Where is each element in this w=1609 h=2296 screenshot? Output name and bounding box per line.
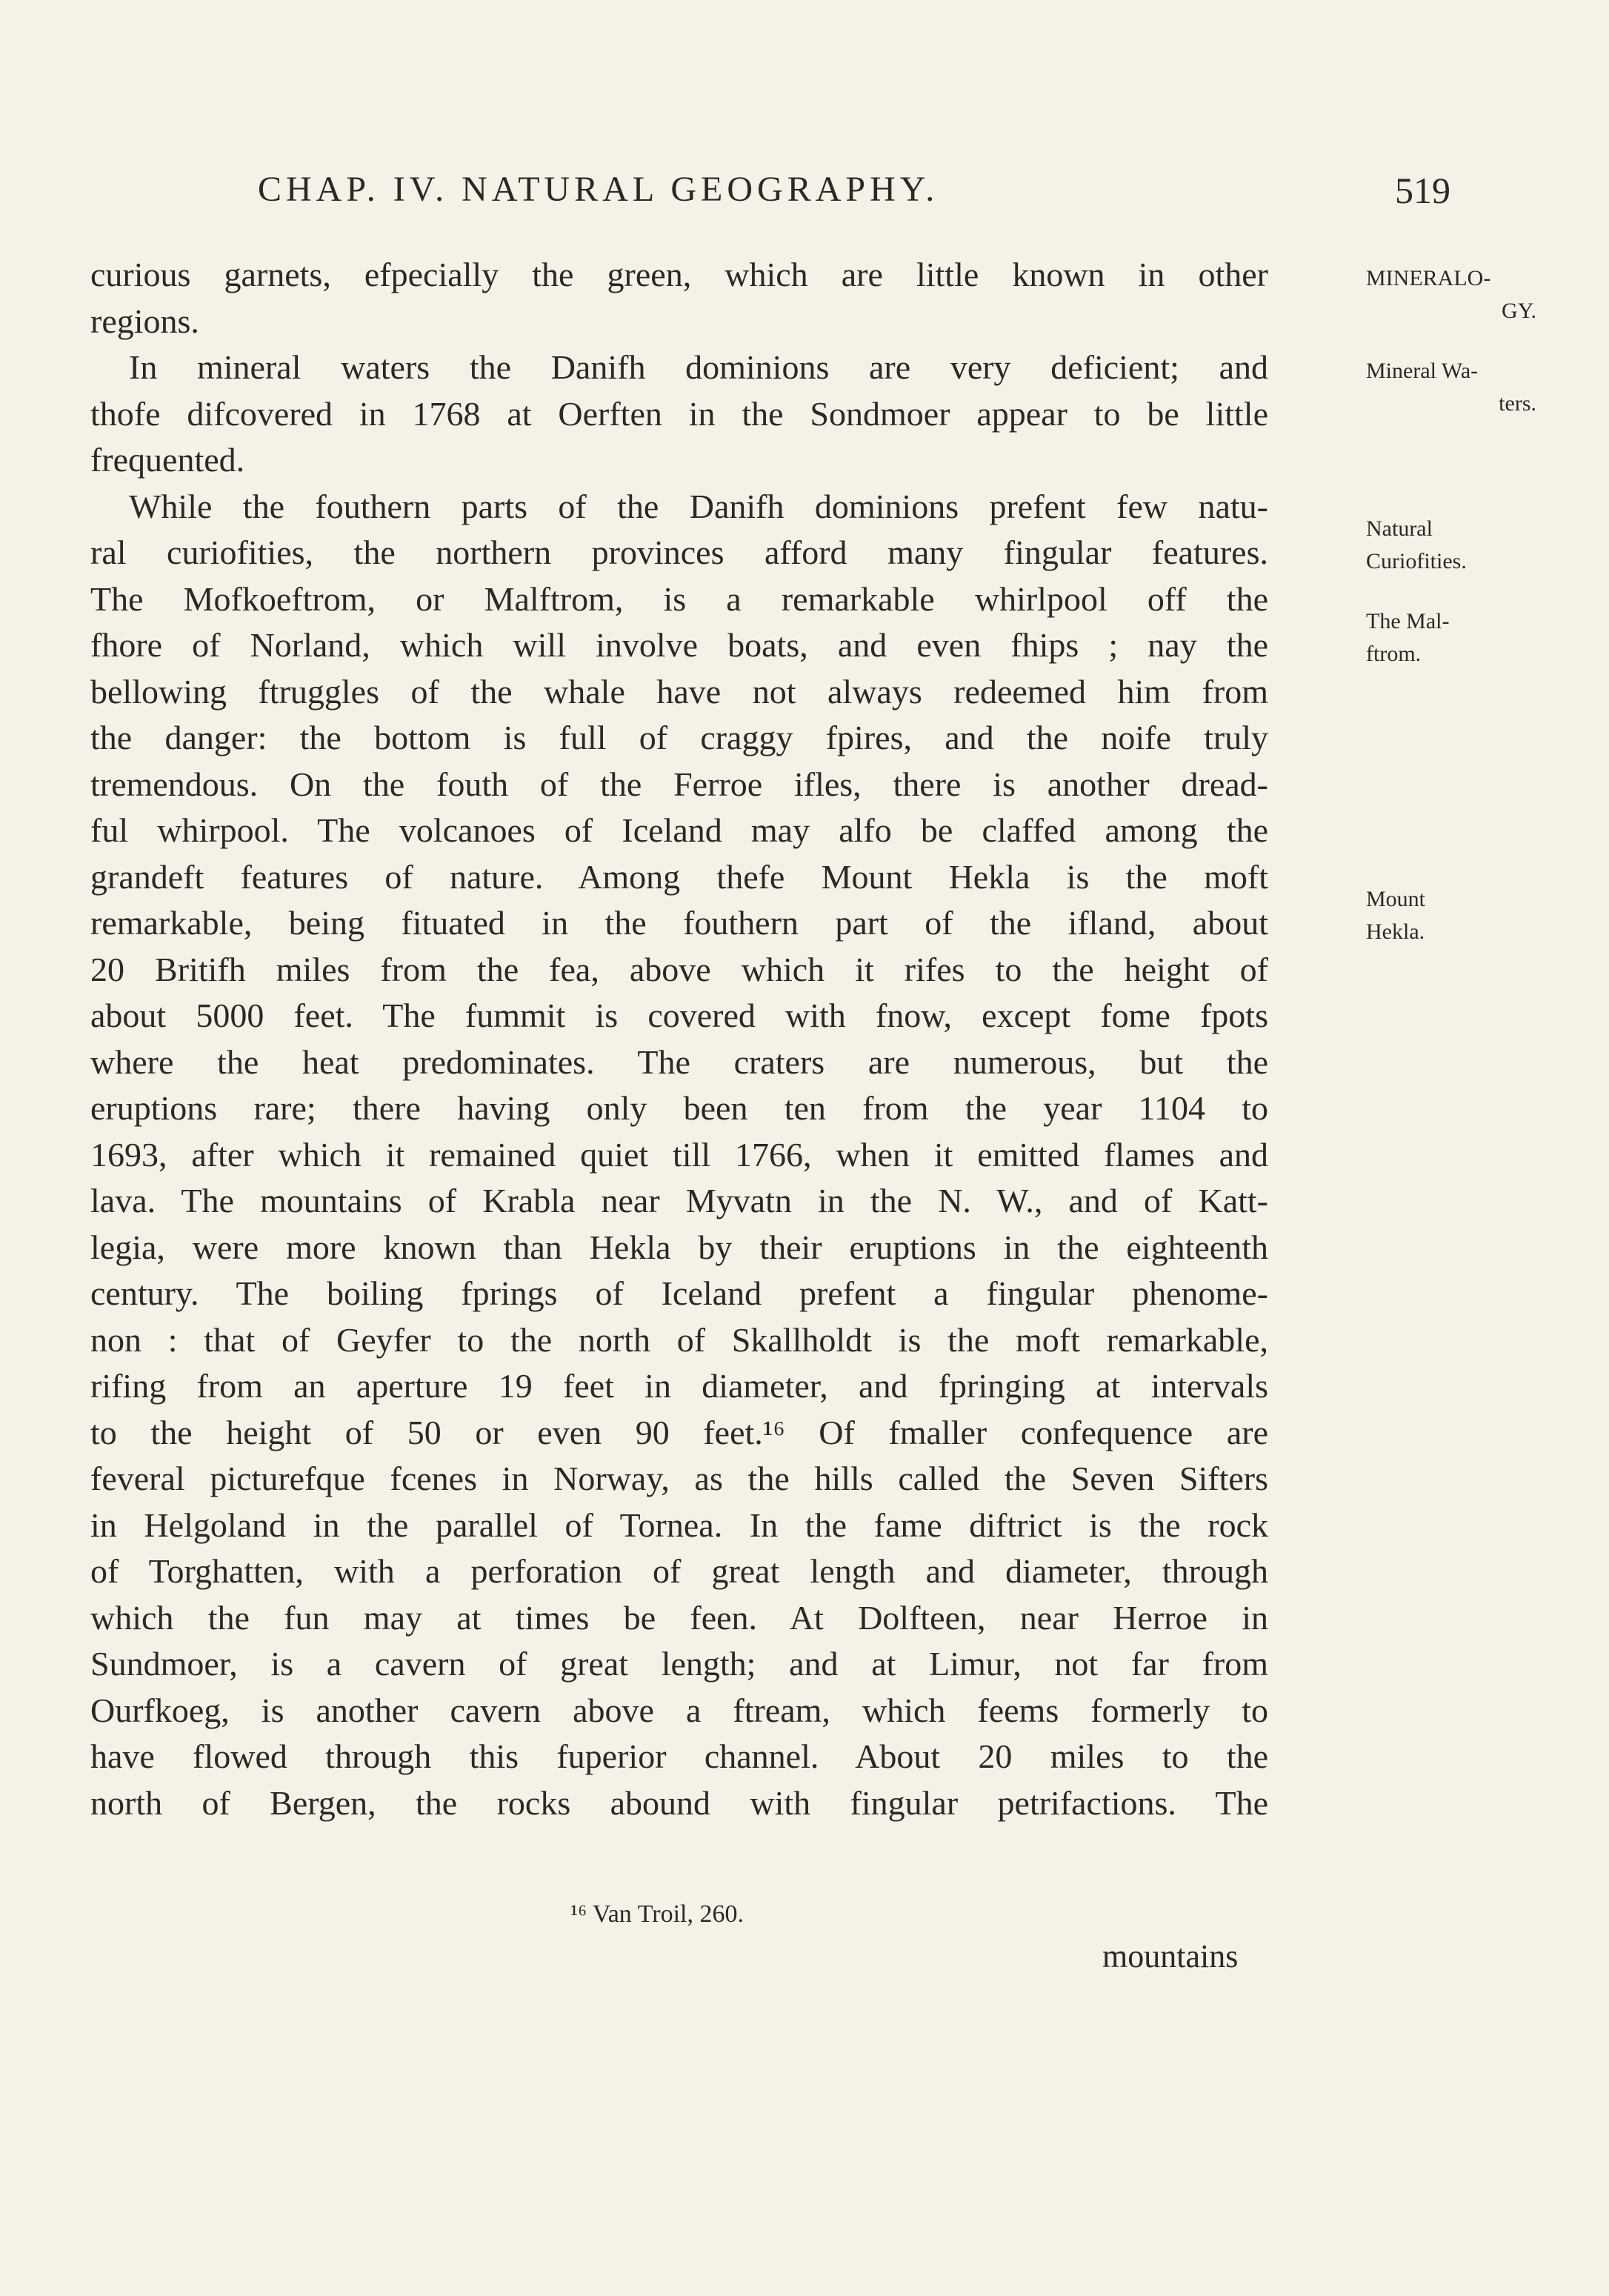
- text-line: frequented.: [90, 441, 245, 479]
- margin-note-line: ftrom.: [1366, 642, 1422, 666]
- body-text: [90, 252, 1536, 1826]
- catchword: mountains: [1102, 1938, 1239, 1974]
- text-line: 1693, after which it remained quiet till 1766, when it emitted flames and: [90, 1135, 1268, 1174]
- text-line: bellowing ftruggles of the whale have not always redeemed him from: [90, 672, 1268, 711]
- text-line: ral curiofities, the northern provinces afford many fingular features.: [90, 533, 1268, 571]
- text-line: While the fouthern parts of the Danifh dominions prefent few natu-: [129, 487, 1268, 525]
- margin-note-line: Mineral Wa-: [1366, 359, 1479, 383]
- text-line: which the fun may at times be feen. At Dolfteen, near Herroe in: [90, 1598, 1268, 1637]
- margin-note-line: GY.: [1502, 299, 1536, 323]
- margin-note-line: Curiofities.: [1366, 549, 1467, 573]
- margin-note-line: Natural: [1366, 516, 1433, 541]
- text-line: tremendous. On the fouth of the Ferroe ifles, there is another dread-: [90, 765, 1268, 803]
- margin-note-line: The Mal-: [1366, 609, 1450, 633]
- text-line: in Helgoland in the parallel of Tornea. In the fame diftrict is the rock: [90, 1505, 1268, 1544]
- margin-note-line: MINERALO-: [1366, 266, 1491, 290]
- text-line: to the height of 50 or even 90 feet.¹⁶ Of fmaller confequence are: [90, 1413, 1268, 1451]
- text-line: thofe difcovered in 1768 at Oerften in the Sondmoer appear to be little: [90, 394, 1268, 433]
- text-line: grandeft features of nature. Among thefe Mount Hekla is the moft: [90, 857, 1268, 896]
- footnote: ¹⁶ Van Troil, 260.: [570, 1900, 744, 1928]
- text-line: Ourfkoeg, is another cavern above a ftream, which feems formerly to: [90, 1691, 1268, 1729]
- text-line: regions.: [90, 302, 199, 340]
- margin-note-line: Mount: [1366, 887, 1426, 911]
- text-line: of Torghatten, with a perforation of great length and diameter, through: [90, 1552, 1268, 1590]
- page-header: [258, 169, 1450, 221]
- margin-note-natural-curiosities: [1366, 513, 1536, 578]
- text-line: ful whirpool. The volcanoes of Iceland may alfo be claffed among the: [90, 811, 1268, 849]
- text-line: curious garnets, efpecially the green, which are little known in other: [90, 256, 1268, 293]
- text-line: eruptions rare; there having only been ten from the year 1104 to: [90, 1089, 1268, 1127]
- text-line: In mineral waters the Danifh dominions are very deficient; and: [129, 348, 1268, 386]
- text-line: where the heat predominates. The craters are numerous, but the: [90, 1042, 1268, 1081]
- text-line: fhore of Norland, which will involve boats, and even fhips ; nay the: [90, 626, 1268, 664]
- margin-note-malstrom: [1366, 605, 1536, 671]
- text-line: about 5000 feet. The fummit is covered with fnow, except fome fpots: [90, 996, 1268, 1034]
- text-line: feveral picturefque fcenes in Norway, as the hills called the Seven Sifters: [90, 1460, 1268, 1497]
- running-title: CHAP. IV. NATURAL GEOGRAPHY.: [258, 170, 939, 209]
- text-line: the danger: the bottom is full of craggy fpires, and the noife truly: [90, 719, 1268, 756]
- text-line: 20 Britifh miles from the fea, above which it rifes to the height of: [90, 950, 1268, 988]
- text-line: non : that of Geyfer to the north of Skallholdt is the moft remarkable,: [90, 1320, 1268, 1359]
- margin-note-line: ters.: [1499, 391, 1536, 416]
- text-line: Sundmoer, is a cavern of great length; and at Limur, not far from: [90, 1645, 1268, 1683]
- margin-note-mount-hekla: [1366, 883, 1536, 948]
- text-line: rifing from an aperture 19 feet in diameter, and fpringing at intervals: [90, 1367, 1268, 1405]
- margin-note-line: Hekla.: [1366, 919, 1425, 944]
- text-line: The Mofkoeftrom, or Malftrom, is a remarkable whirlpool off the: [90, 579, 1268, 618]
- margin-note-mineralogy: [1366, 262, 1536, 327]
- text-line: century. The boiling fprings of Iceland prefent a fingular phenome-: [90, 1274, 1268, 1312]
- text-line: have flowed through this fuperior channel. About 20 miles to the: [90, 1737, 1268, 1775]
- text-line: north of Bergen, the rocks abound with fingular petrifactions. The: [90, 1783, 1268, 1822]
- page-number: 519: [1395, 170, 1450, 211]
- text-line: remarkable, being fituated in the fouthern part of the ifland, about: [90, 904, 1268, 942]
- text-line: legia, were more known than Hekla by their eruptions in the eighteenth: [90, 1228, 1268, 1266]
- margin-note-mineral-waters: [1366, 355, 1536, 420]
- text-line: lava. The mountains of Krabla near Myvatn in the N. W., and of Katt-: [90, 1182, 1268, 1219]
